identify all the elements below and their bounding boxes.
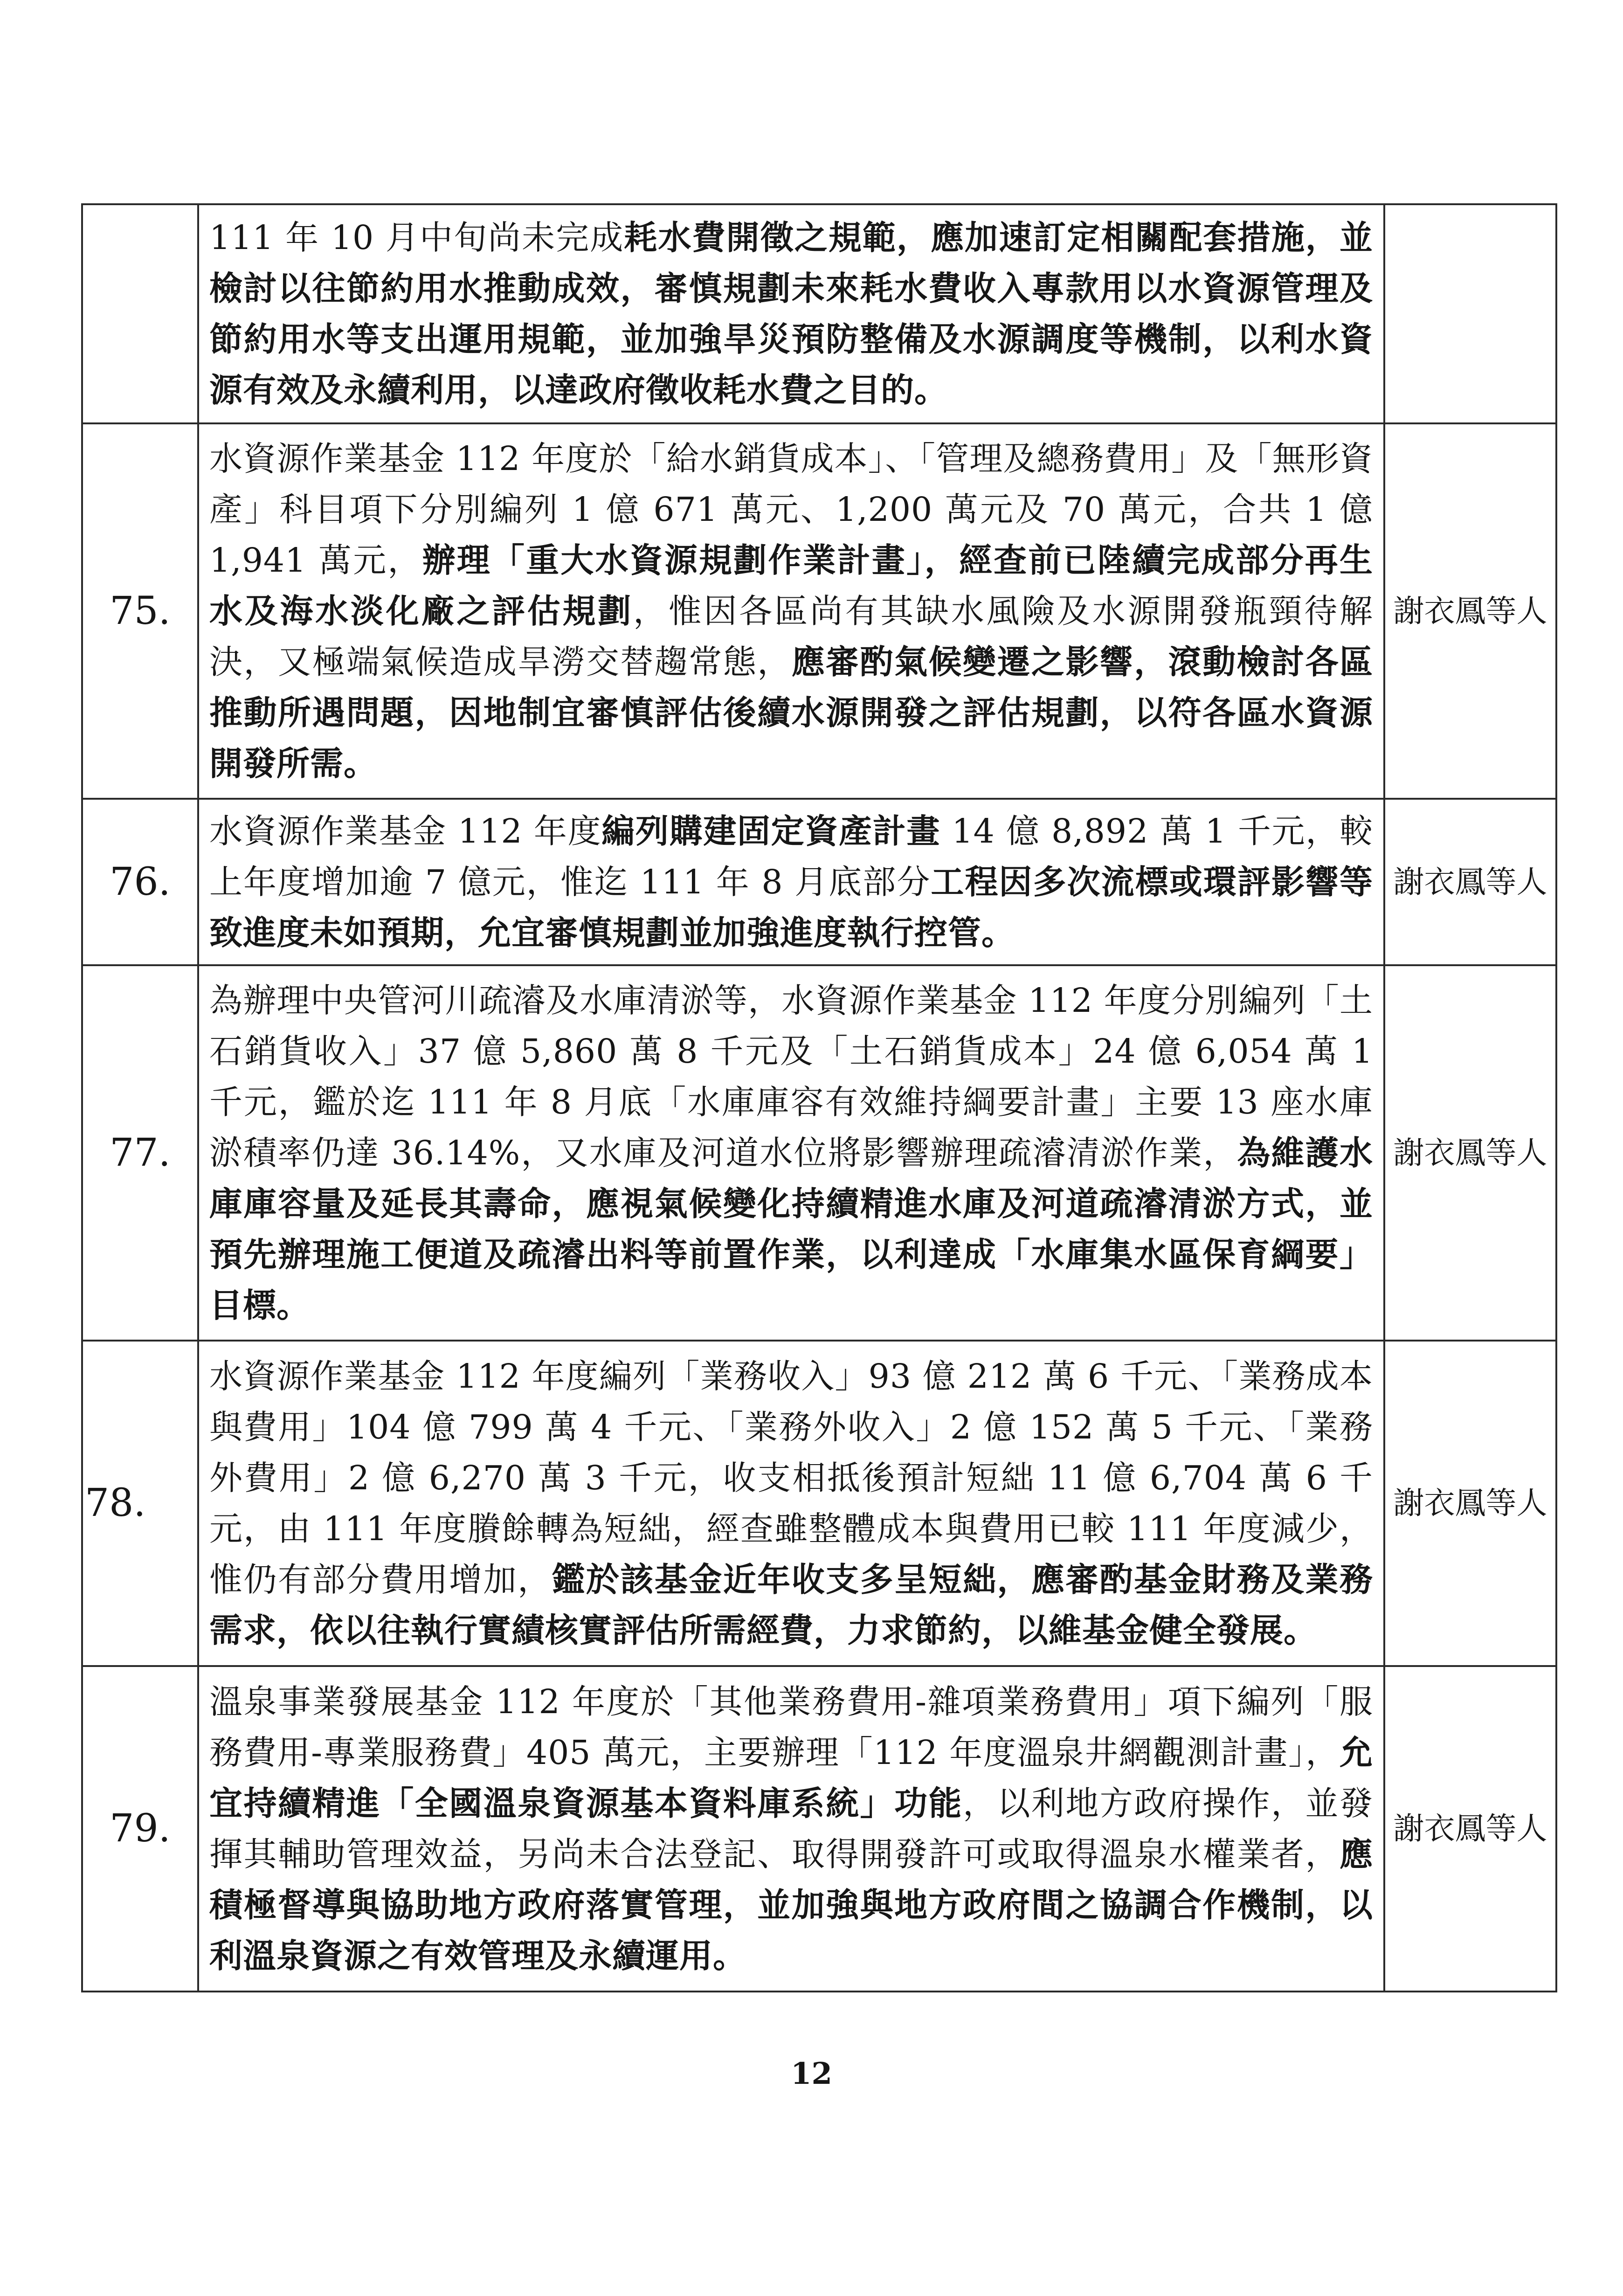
proposal-text bbox=[198, 204, 1384, 423]
proposal-text bbox=[198, 1341, 1384, 1666]
text-segment: 水資源作業基金 112 年度於「給水銷貨成本」、「管理及總務費用」及「無形資產」科目項下分別編列 1 億 671 萬元、1,200 萬元及 70 萬元，合共 1 億 1,941 萬元， bbox=[209, 439, 1373, 580]
row-number: 77. bbox=[82, 965, 198, 1341]
table-row bbox=[82, 1666, 1556, 1992]
text-segment-bold: 編列購建固定資產計畫 bbox=[601, 811, 941, 851]
proposal-text bbox=[198, 423, 1384, 799]
table-row bbox=[82, 965, 1556, 1341]
proposal-text bbox=[198, 1666, 1384, 1992]
proposer: 謝衣鳳等人 bbox=[1384, 799, 1556, 965]
proposer: 謝衣鳳等人 bbox=[1384, 1341, 1556, 1666]
proposer: 謝衣鳳等人 bbox=[1384, 423, 1556, 799]
table-row bbox=[82, 1341, 1556, 1666]
row-number: 76. bbox=[82, 799, 198, 965]
text-segment: ，惟因各區尚有其缺水風險及水源開發瓶頸待解決，又極端氣候造成旱澇交替趨常態， bbox=[209, 592, 1373, 681]
text-segment: 溫泉事業發展基金 112 年度於「其他業務費用-雜項業務費用」項下編列「服務費用-專業服務費」405 萬元，主要辦理「112 年度溫泉井網觀測計畫」， bbox=[209, 1682, 1373, 1772]
text-segment: 為辦理中央管河川疏濬及水庫清淤等，水資源作業基金 112 年度分別編列「土石銷貨收入」37 億 5,860 萬 8 千元及「土石銷貨成本」24 億 6,054 萬 1 千元，鑑於迄 111 年 8 月底「水庫庫容有效維持綱要計畫」主要 13 座水庫淤積率仍達 36.14%，又水庫及河道水位將影響辦理疏濬清淤作業， bbox=[209, 981, 1373, 1172]
table-row bbox=[82, 799, 1556, 965]
text-segment-bold: 鑑於該基金近年收支多呈短絀，應審酌基金財務及業務需求，依以往執行實績核實評估所需經費，力求節約，以維基金健全發展。 bbox=[209, 1560, 1373, 1650]
text-segment-bold: 工程因多次流標或環評影響等致進度未如預期，允宜審慎規劃並加強進度執行控管。 bbox=[209, 862, 1373, 952]
text-segment-bold: 應審酌氣候變遷之影響，滾動檢討各區推動所遇問題，因地制宜審慎評估後續水源開發之評估規劃，以符各區水資源開發所需。 bbox=[209, 642, 1373, 783]
proposer: 謝衣鳳等人 bbox=[1384, 1666, 1556, 1992]
page-number: 12 bbox=[790, 2056, 833, 2091]
text-segment: 水資源作業基金 112 年度 bbox=[209, 812, 602, 851]
proposal-text bbox=[198, 965, 1384, 1341]
text-segment-bold: 為維護水庫庫容量及延長其壽命，應視氣候變化持續精進水庫及河道疏濬清淤方式，並預先辦理施工便道及疏濬出料等前置作業，以利達成「水庫集水區保育綱要」目標。 bbox=[209, 1133, 1373, 1325]
proposal-table bbox=[81, 203, 1557, 1992]
proposer: 謝衣鳳等人 bbox=[1384, 965, 1556, 1341]
table-row bbox=[82, 423, 1556, 799]
row-number: 79. bbox=[82, 1666, 198, 1992]
table-row bbox=[82, 204, 1556, 423]
text-segment: 111 年 10 月中旬尚未完成 bbox=[209, 218, 624, 257]
text-segment: 14 億 8,892 萬 1 千元，較上年度增加逾 7 億元，惟迄 111 年 8 月底部分 bbox=[209, 812, 1373, 901]
text-segment-bold: 應積極督導與協助地方政府落實管理，並加強與地方政府間之協調合作機制，以利溫泉資源之有效管理及永續運用。 bbox=[209, 1834, 1373, 1975]
text-segment: 水資源作業基金 112 年度編列「業務收入」93 億 212 萬 6 千元、「業務成本與費用」104 億 799 萬 4 千元、「業務外收入」2 億 152 萬 5 千元、「業務外費用」2 億 6,270 萬 3 千元，收支相抵後預計短絀 11 億 6,704 萬 6 千元，由 111 年度賸餘轉為短絀，經查雖整體成本與費用已較 111 年度減少，惟仍有部分費用增加， bbox=[209, 1357, 1373, 1599]
row-number: 75. bbox=[82, 423, 198, 799]
proposer bbox=[1384, 204, 1556, 423]
text-segment-bold: 辦理「重大水資源規劃作業計畫」，經查前已陸續完成部分再生水及海水淡化廠之評估規劃 bbox=[209, 540, 1373, 630]
proposal-text bbox=[198, 799, 1384, 965]
text-segment-bold: 允宜持續精進「全國溫泉資源基本資料庫系統」功能 bbox=[209, 1733, 1373, 1823]
row-number: 78. bbox=[82, 1341, 198, 1666]
text-segment-bold: 耗水費開徵之規範，應加速訂定相關配套措施，並檢討以往節約用水推動成效，審慎規劃未來耗水費收入專款用以水資源管理及節約用水等支出運用規範，並加強旱災預防整備及水源調度等機制，以利水資源有效及永續利用，以達政府徵收耗水費之目的。 bbox=[209, 218, 1373, 409]
row-number bbox=[82, 204, 198, 423]
text-segment: ，以利地方政府操作，並發揮其輔助管理效益，另尚未合法登記、取得開發許可或取得溫泉水權業者， bbox=[209, 1784, 1373, 1874]
